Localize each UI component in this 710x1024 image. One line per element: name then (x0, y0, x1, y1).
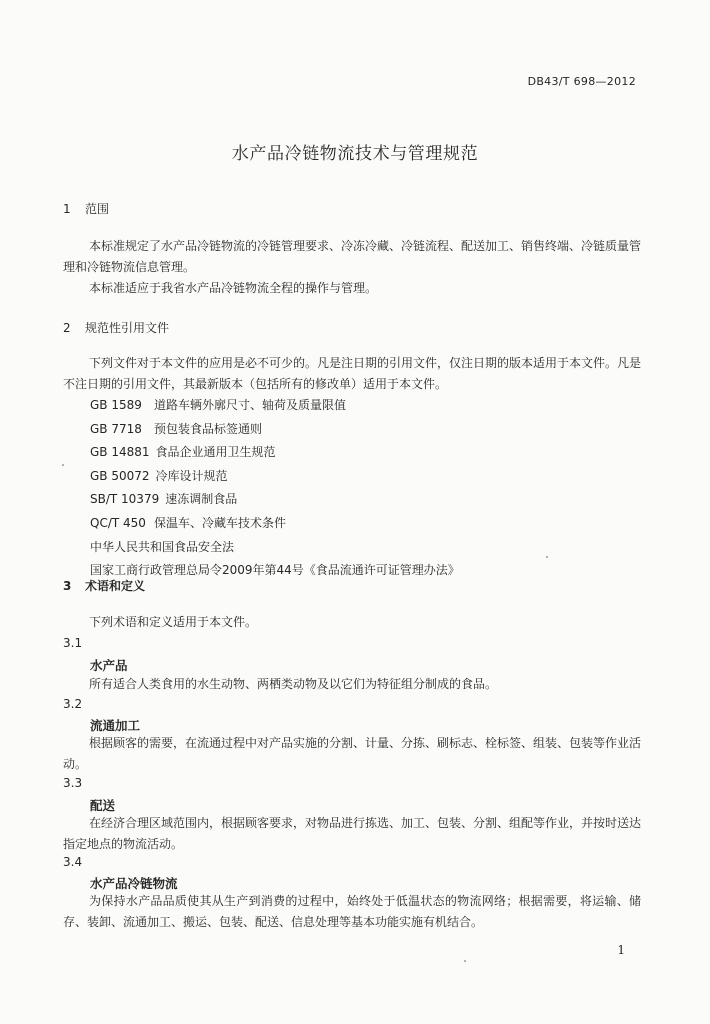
section-2-heading (63, 319, 169, 336)
document-number: DB43/T 698—2012 (527, 75, 636, 88)
term-definition: 为保持水产品品质使其从生产到消费的过程中，始终处于低温状态的物流网络；根据需要，将运输、储存、装卸、流通加工、搬运、包装、配送、信息处理等基本功能实施有机结合。 (63, 894, 641, 929)
section-number: 1 (63, 202, 71, 216)
scope-paragraph-1: 本标准规定了水产品冷链物流的冷链管理要求、冷冻冷藏、冷链流程、配送加工、销售终端、冷链质量管理和冷链物流信息管理。 (63, 239, 642, 274)
reference-item: SB/T 10379 速冻调制食品 (90, 492, 238, 507)
reference-item: GB 14881 食品企业通用卫生规范 (90, 445, 276, 460)
section-title: 规范性引用文件 (85, 321, 170, 335)
section-3-heading (63, 577, 145, 594)
term-name: 水产品冷链物流 (90, 876, 178, 891)
reference-item: 国家工商行政管理总局令2009年第44号《食品流通许可证管理办法》 (90, 563, 460, 578)
term-name: 流通加工 (90, 718, 141, 733)
reference-item: 中华人民共和国食品安全法 (90, 539, 235, 554)
section-number: 2 (63, 321, 71, 335)
term-definition: 所有适合人类食用的水生动物、两栖类动物及以它们为特征组分制成的食品。 (89, 677, 498, 691)
section-title: 术语和定义 (85, 579, 146, 593)
term-number: 3.3 (63, 776, 83, 790)
scope-paragraph-2: 本标准适应于我省水产品冷链物流全程的操作与管理。 (89, 281, 378, 295)
document-title: 水产品冷链物流技术与管理规范 (231, 144, 479, 164)
term-name: 水产品 (90, 658, 128, 673)
term-definition: 根据顾客的需要，在流通过程中对产品实施的分割、计量、分拣、刷标志、栓标签、组装、包装等作业活动。 (63, 736, 642, 771)
normative-intro: 下列文件对于本文件的应用是必不可少的。凡是注日期的引用文件，仅注日期的版本适用于本文件。凡是不注日期的引用文件，其最新版本（包括所有的修改单）适用于本文件。 (63, 356, 642, 391)
reference-item: GB 7718 预包装食品标签通则 (90, 421, 263, 436)
section-number: 3 (63, 579, 72, 593)
page-number: 1 (617, 943, 625, 957)
reference-item: GB 50072 冷库设计规范 (90, 468, 228, 483)
section-1-heading (63, 200, 109, 217)
term-definition: 在经济合理区域范围内，根据顾客要求，对物品进行拣选、加工、包装、分割、组配等作业，并按时送达指定地点的物流活动。 (63, 816, 642, 851)
reference-list (90, 394, 460, 583)
terms-intro: 下列术语和定义适用于本文件。 (89, 615, 258, 629)
reference-item: QC/T 450 保温车、冷藏车技术条件 (90, 515, 287, 530)
scan-speck (546, 556, 548, 558)
reference-item: GB 1589 道路车辆外廓尺寸、轴荷及质量限值 (90, 398, 347, 412)
term-name: 配送 (90, 798, 116, 813)
term-number: 3.1 (63, 636, 83, 650)
term-number: 3.2 (63, 697, 83, 711)
term-number: 3.4 (63, 855, 83, 869)
section-title: 范围 (85, 202, 110, 216)
scan-speck (464, 960, 466, 962)
scan-speck (62, 464, 64, 466)
